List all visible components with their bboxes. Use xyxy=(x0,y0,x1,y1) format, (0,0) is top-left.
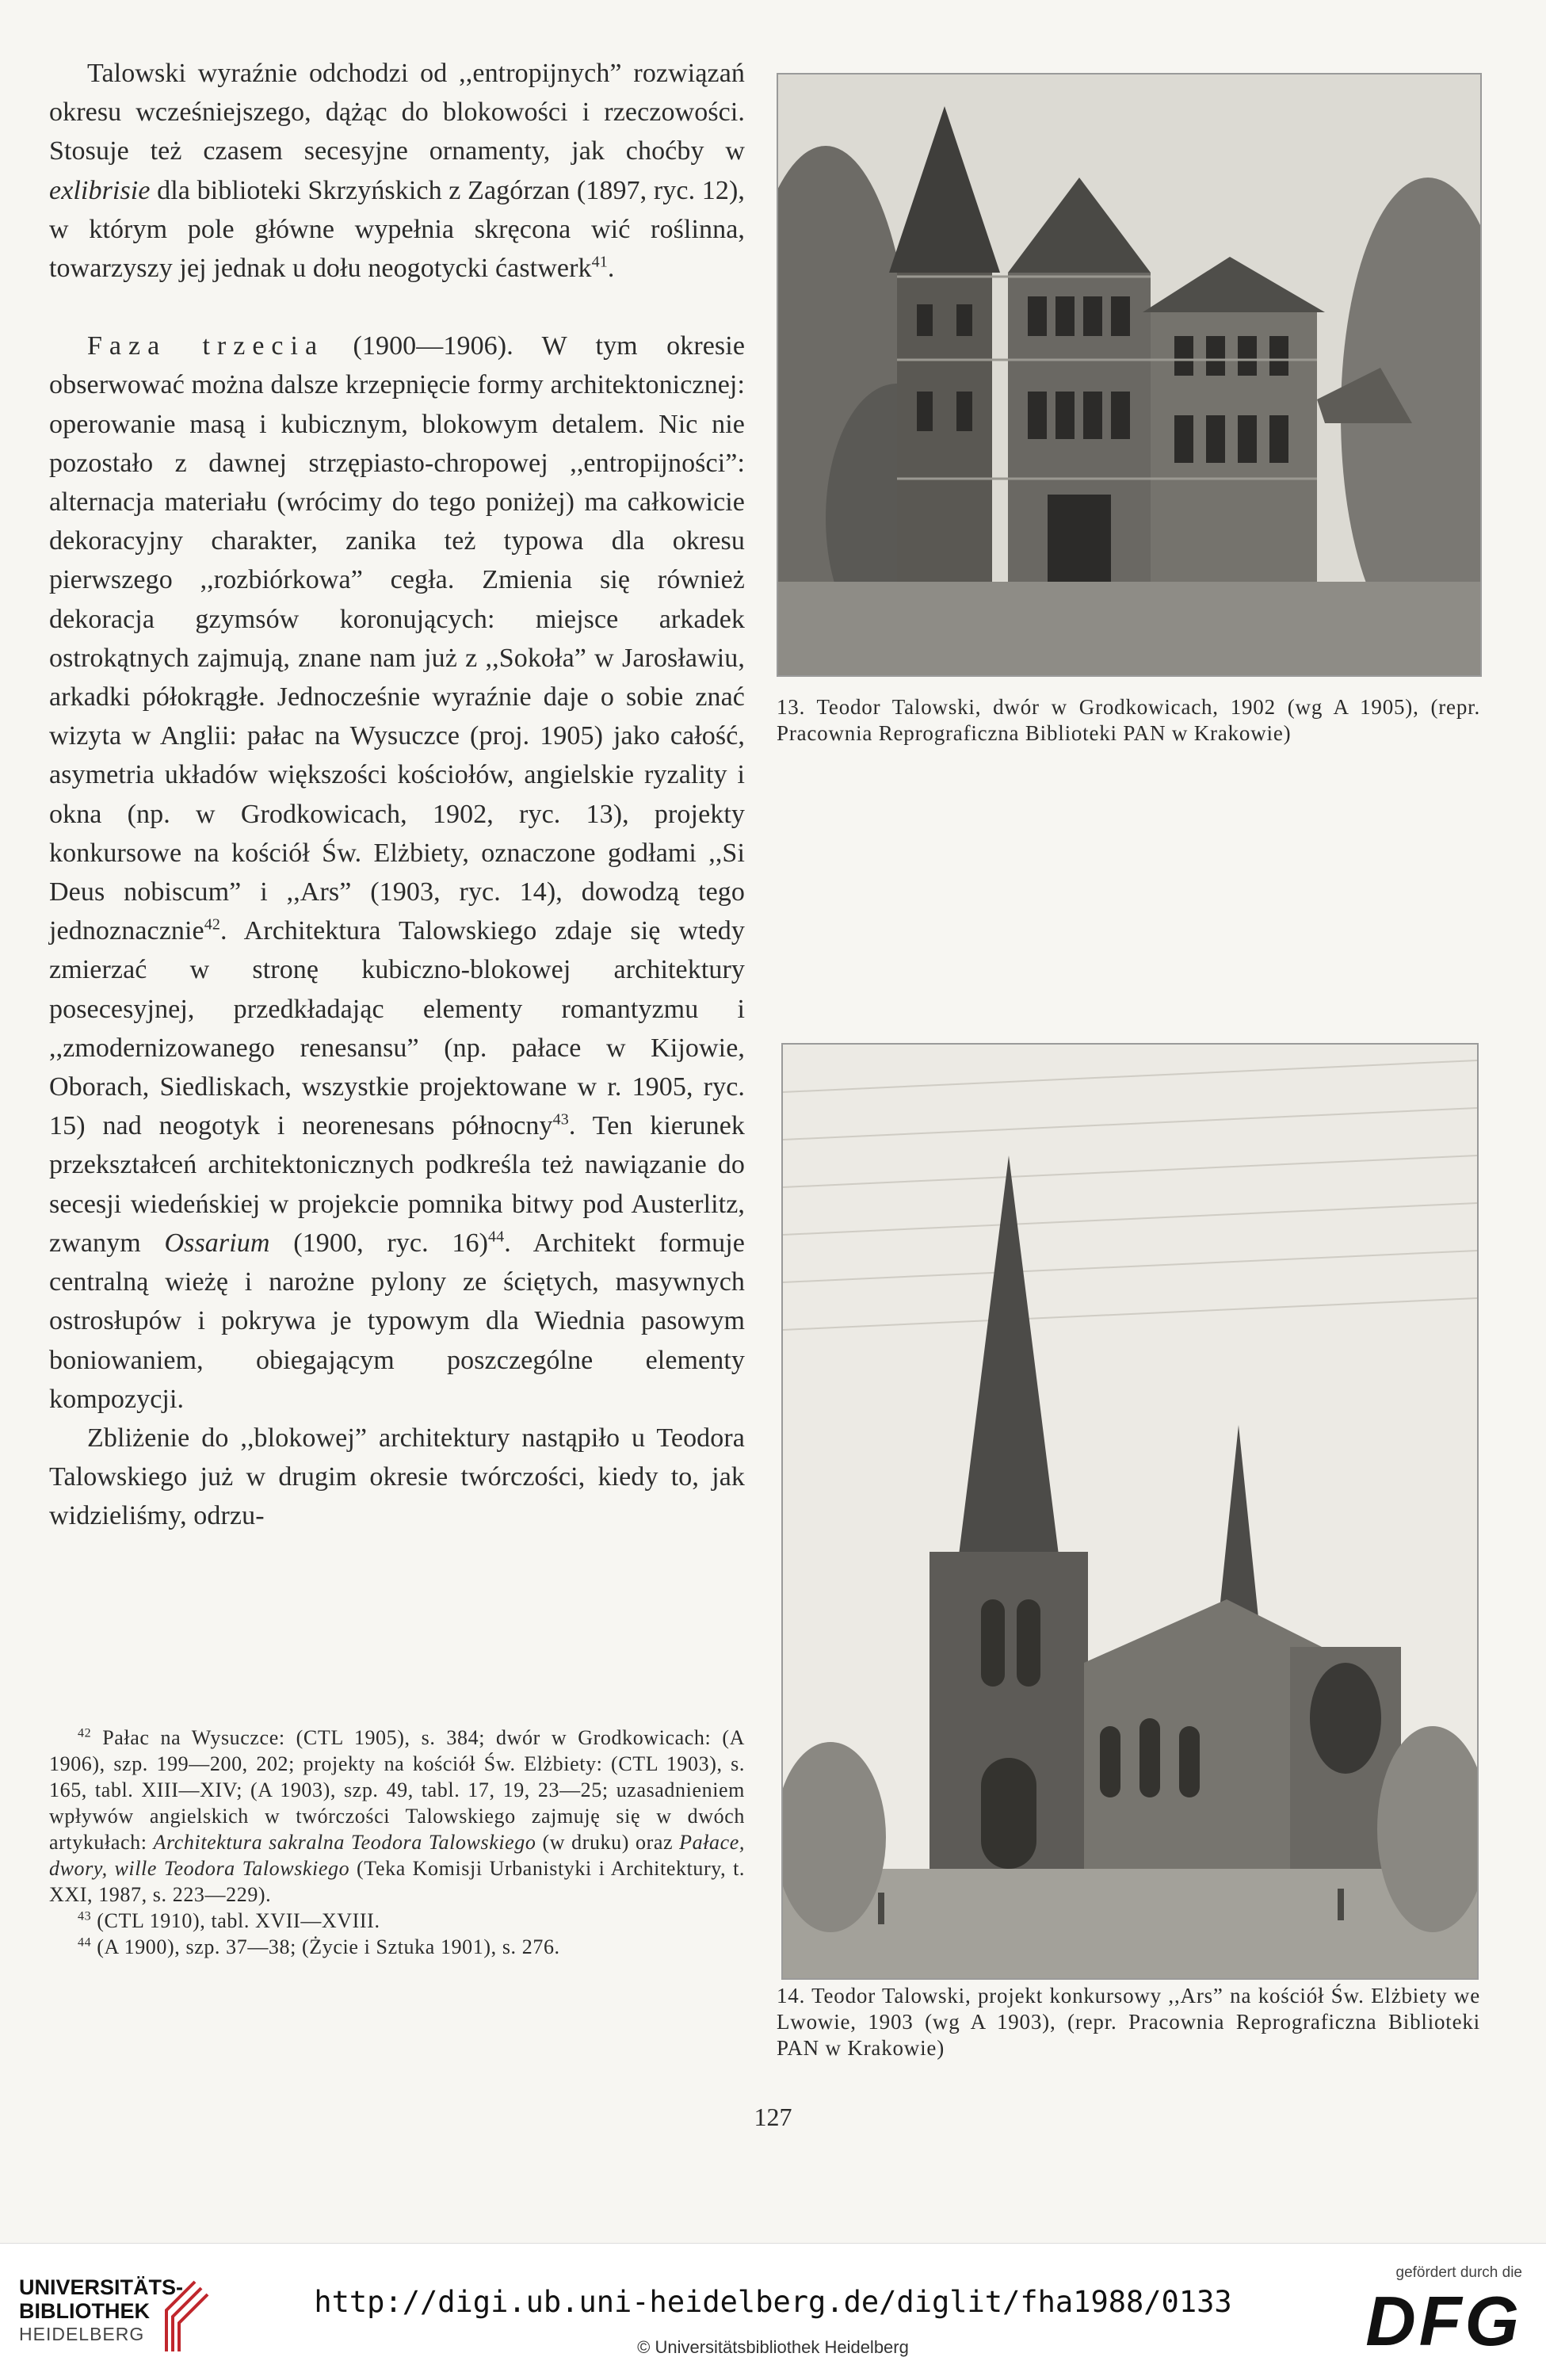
library-name-line-1: UNIVERSITÄTS- xyxy=(19,2275,184,2299)
paragraph-1 xyxy=(49,54,745,288)
paragraph-2-text-c: . Ten kierunek przekształceń architektonicznych podkreśla też nawiązanie do secesji wiedeńskiej w projekcie pomnika bitwy pod Austerlitz, zwanym xyxy=(49,1111,745,1258)
footnote-43-number: 43 xyxy=(78,1909,92,1923)
footnote-44 xyxy=(49,1934,745,1960)
figure-14-caption: 14. Teodor Talowski, projekt konkursowy ,,Ars” na kościół Św. Elżbiety we Lwowie, 1903 (wg A 1903), (repr. Pracownia Reprograficzna Biblioteki PAN w Krakowie) xyxy=(777,1984,1480,2060)
footnote-43 xyxy=(49,1908,745,1934)
page-number: 127 xyxy=(754,2103,792,2131)
ossarium-term: Ossarium xyxy=(164,1228,270,1258)
footnote-42 xyxy=(49,1725,745,1908)
funded-by-label: gefördert durch die xyxy=(1395,2264,1522,2281)
footnote-ref-41: 41 xyxy=(591,253,608,271)
footnote-ref-43: 43 xyxy=(552,1110,569,1129)
footnote-ref-42: 42 xyxy=(204,915,220,934)
paragraph-2 xyxy=(49,327,745,1419)
copyright-notice: © Universitätsbibliothek Heidelberg xyxy=(637,2337,909,2357)
section-lead-faza-trzecia: Faza trzecia xyxy=(87,331,325,361)
figure-13-photo xyxy=(777,73,1482,677)
footnote-42-number: 42 xyxy=(78,1726,92,1740)
footnote-43-text: (CTL 1910), tabl. XVII—XVIII. xyxy=(91,1909,380,1932)
paragraph-1-tail: . xyxy=(607,254,615,284)
footnote-42-text: Pałac na Wysuczce: (CTL 1905), s. 384; dwór w Grodkowicach: (A 1906), szp. 199—200, 202; projekty na kościół Św. Elżbiety: (CTL 1903), s. 165, tabl. XIII—XIV; (A 1903), szp. 49, tabl. 17, 19, 23—25; uzasadnieniem wpływów angielskich w twórczości Talowskiego zajmuję się w dwóch artykułach: xyxy=(49,1726,745,1854)
paragraph-2-text-e: . Architekt formuje centralną wieżę i narożne pylony ze ściętych, masywnych ostrosłupów i pokrywa je typowym dla Wiednia pasowym boniowaniem, obiegającym poszczególne elementy kompozycji. xyxy=(49,1228,745,1414)
dfg-logo-text: DFG xyxy=(1365,2282,1522,2360)
figure-13-caption: 13. Teodor Talowski, dwór w Grodkowicach, 1902 (wg A 1905), (repr. Pracownia Reprograficzna Biblioteki PAN w Krakowie) xyxy=(777,695,1480,745)
library-name-line-2: BIBLIOTHEK xyxy=(19,2299,150,2323)
footnote-ref-44: 44 xyxy=(488,1228,505,1246)
church-illustration xyxy=(783,1045,1477,1978)
footnote-44-text: (A 1900), szp. 37—38; (Życie i Sztuka 1901), s. 276. xyxy=(91,1935,560,1958)
main-text-column xyxy=(49,54,745,1536)
exlibris-term: exlibrisie xyxy=(49,175,151,205)
paragraph-1-end: ćastwerk xyxy=(494,254,592,284)
manor-house-illustration xyxy=(778,74,1480,675)
footnote-42-text-b: (w druku) oraz xyxy=(536,1831,680,1854)
paragraph-2-text-b: . Architektura Talowskiego zdaje się wtedy zmierzać w stronę kubiczno-blokowej architektury posecesyjnej, przedkładając elementy romantyzmu i ,,zmodernizowanego renesansu” (np. pałace w Kijowie, Oborach, Siedliskach, wszystkie projektowane w r. 1905, ryc. 15) nad neogotyk i neorenesans północny xyxy=(49,916,745,1141)
footnote-42-title-2: Pałace, dwory, wille Teodora Talowskiego xyxy=(49,1831,745,1880)
dfg-funding-logo xyxy=(1365,2264,1522,2361)
footnote-44-number: 44 xyxy=(78,1935,92,1950)
figure-14-drawing xyxy=(781,1043,1479,1980)
paragraph-1-text-cont: dla biblioteki Skrzyńskich z Zagórzan (1897, ryc. 12), w którym pole główne wypełnia skręcona wić roślinna, towarzyszy jej jednak u dołu neogotycki xyxy=(49,175,745,284)
permalink-url[interactable]: http://digi.ub.uni-heidelberg.de/diglit/fha1988/0133 xyxy=(314,2285,1232,2319)
paragraph-2-text: (1900—1906). W tym okresie obserwować można dalsze krzepnięcie formy architektonicznej: operowanie masą i kubicznym, blokowym detalem. Nic nie pozostało z dawnej strzępiasto-chropowej ,,entropijności”: alternacja materiału (wrócimy do tego poniżej) ma całkowicie dekoracyjny charakter, zanika też typowa dla okresu pierwszego ,,rozbiórkowa” cegła. Zmienia się również dekoracja gzymsów koronujących: miejsce arkadek ostrokątnych zajmują, znane nam już z ,,Sokoła” w Jarosławiu, arkadki półokrągłe. Jednocześnie wyraźnie daje o sobie znać wizyta w Anglii: pałac na Wysuczce (proj. 1905) jako całość, asymetria układów większości kościołów, angielskie ryzality i okna (np. w Grodkowicach, 1902, ryc. 13), projekty konkursowe na kościół Św. Elżbiety, oznaczone godłami ,,Si Deus nobiscum” i ,,Ars” (1903, ryc. 14), dowodzą tego jednoznacznie xyxy=(49,331,746,946)
footnotes xyxy=(49,1725,745,1960)
paragraph-3: Zbliżenie do ,,blokowej” architektury nastąpiło u Teodora Talowskiego już w drugim okresie twórczości, kiedy to, jak widzieliśmy, odrzu- xyxy=(49,1423,745,1531)
paragraph-2-text-d: (1900, ryc. 16) xyxy=(269,1228,489,1258)
footnote-42-title-1: Architektura sakralna Teodora Talowskiego xyxy=(153,1831,536,1854)
footer-bar xyxy=(0,2243,1546,2380)
paragraph-1-text: Talowski wyraźnie odchodzi od ,,entropijnych” rozwiązań okresu wcześniejszego, dążąc do blokowości i rzeczowości. Stosuje też czasem secesyjne ornamenty, jak choćby w xyxy=(49,59,745,166)
library-name-line-3: HEIDELBERG xyxy=(19,2324,145,2344)
footnote-42-text-c: (Teka Komisji Urbanistyki i Architektury, t. XXI, 1987, s. 223—229). xyxy=(49,1857,745,1906)
